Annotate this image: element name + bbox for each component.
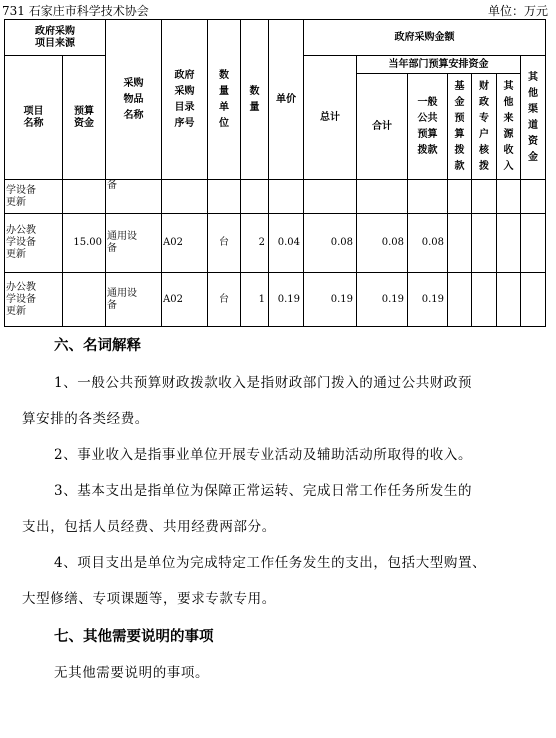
- paragraph-4b: 大型修缮、专项课题等，要求专款专用。: [22, 591, 276, 607]
- header-total: 总计: [304, 56, 357, 180]
- cell-code: [162, 180, 208, 214]
- cell-code: A02: [162, 273, 208, 327]
- cell-general: 0.19: [408, 273, 448, 327]
- paragraph-4a: 4、项目支出是单位为完成特定工作任务发生的支出，包括大型购置、: [54, 555, 487, 571]
- cell-subtotal: 0.19: [357, 273, 408, 327]
- cell-project-name: 办公教 学设备 更新: [5, 273, 63, 327]
- paragraph-2: 2、事业收入是指事业单位开展专业活动及辅助活动所取得的收入。: [54, 447, 473, 463]
- header-fund-budget: 基 金 预 算 拨 款: [448, 74, 472, 180]
- header-unit-price: 单价: [269, 20, 304, 180]
- cell-price: [269, 180, 304, 214]
- cell-budget: [63, 273, 106, 327]
- cell-empty: [521, 180, 546, 214]
- cell-item: 备: [106, 180, 162, 214]
- section7-title: 七、其他需要说明的事项: [54, 628, 214, 645]
- cell-total: 0.08: [304, 214, 357, 273]
- paragraph-3a: 3、基本支出是指单位为保障正常运转、完成日常工作任务所发生的: [54, 483, 473, 499]
- org-name: 731 石家庄市科学技术协会: [2, 4, 149, 18]
- cell-qty: [241, 180, 269, 214]
- cell-code: A02: [162, 214, 208, 273]
- header-budget-funds: 预算 资金: [63, 56, 106, 180]
- cell-empty: [521, 273, 546, 327]
- header-item-name: 采购 物品 名称: [106, 20, 162, 180]
- header-project-source: 政府采购 项目来源: [5, 20, 106, 56]
- section6-title: 六、名词解释: [54, 337, 141, 354]
- cell-empty: [497, 180, 521, 214]
- cell-qty: 2: [241, 214, 269, 273]
- unit-label: 单位：万元: [487, 4, 548, 18]
- table-row: [5, 273, 546, 327]
- header-qty: 数 量: [241, 20, 269, 180]
- cell-unit: 台: [208, 214, 241, 273]
- cell-price: 0.04: [269, 214, 304, 273]
- paragraph-1b: 算安排的各类经费。: [22, 411, 149, 427]
- cell-qty: 1: [241, 273, 269, 327]
- cell-general: [408, 180, 448, 214]
- page-header: [2, 2, 554, 18]
- cell-budget: [63, 180, 106, 214]
- cell-item: 通用设 备: [106, 273, 162, 327]
- table-row: [5, 180, 546, 214]
- cell-empty: [448, 180, 472, 214]
- header-other-funds: 其 他 渠 道 资 金: [521, 56, 546, 180]
- cell-empty: [497, 214, 521, 273]
- header-special-account: 财 政 专 户 核 拨: [472, 74, 497, 180]
- cell-price: 0.19: [269, 273, 304, 327]
- header-qty-unit: 数 量 单 位: [208, 20, 241, 180]
- cell-empty: [472, 273, 497, 327]
- header-general-budget: 一般 公共 预算 拨款: [408, 74, 448, 180]
- cell-unit: [208, 180, 241, 214]
- cell-budget: 15.00: [63, 214, 106, 273]
- cell-total: [304, 180, 357, 214]
- cell-item: 通用设 备: [106, 214, 162, 273]
- cell-empty: [448, 214, 472, 273]
- cell-project-name: 学设备 更新: [5, 180, 63, 214]
- cell-empty: [472, 214, 497, 273]
- cell-empty: [448, 273, 472, 327]
- cell-general: 0.08: [408, 214, 448, 273]
- cell-empty: [472, 180, 497, 214]
- cell-subtotal: 0.08: [357, 214, 408, 273]
- table-row: [5, 214, 546, 273]
- header-catalog-no: 政府 采购 目录 序号: [162, 20, 208, 180]
- paragraph-3b: 支出，包括人员经费、共用经费两部分。: [22, 519, 276, 535]
- header-amount: 政府采购金额: [304, 20, 546, 56]
- header-other-income: 其 他 来 源 收 入: [497, 74, 521, 180]
- cell-empty: [497, 273, 521, 327]
- header-project-name: 项目 名称: [5, 56, 63, 180]
- cell-project-name: 办公教 学设备 更新: [5, 214, 63, 273]
- cell-subtotal: [357, 180, 408, 214]
- paragraph-1a: 1、一般公共预算财政拨款收入是指财政部门拨入的通过公共财政预: [54, 375, 473, 391]
- section7-paragraph: 无其他需要说明的事项。: [54, 665, 210, 681]
- cell-empty: [521, 214, 546, 273]
- cell-total: 0.19: [304, 273, 357, 327]
- header-current-budget: 当年部门预算安排资金: [357, 56, 521, 74]
- procurement-table: [4, 19, 546, 327]
- cell-unit: 台: [208, 273, 241, 327]
- header-subtotal: 合计: [357, 74, 408, 180]
